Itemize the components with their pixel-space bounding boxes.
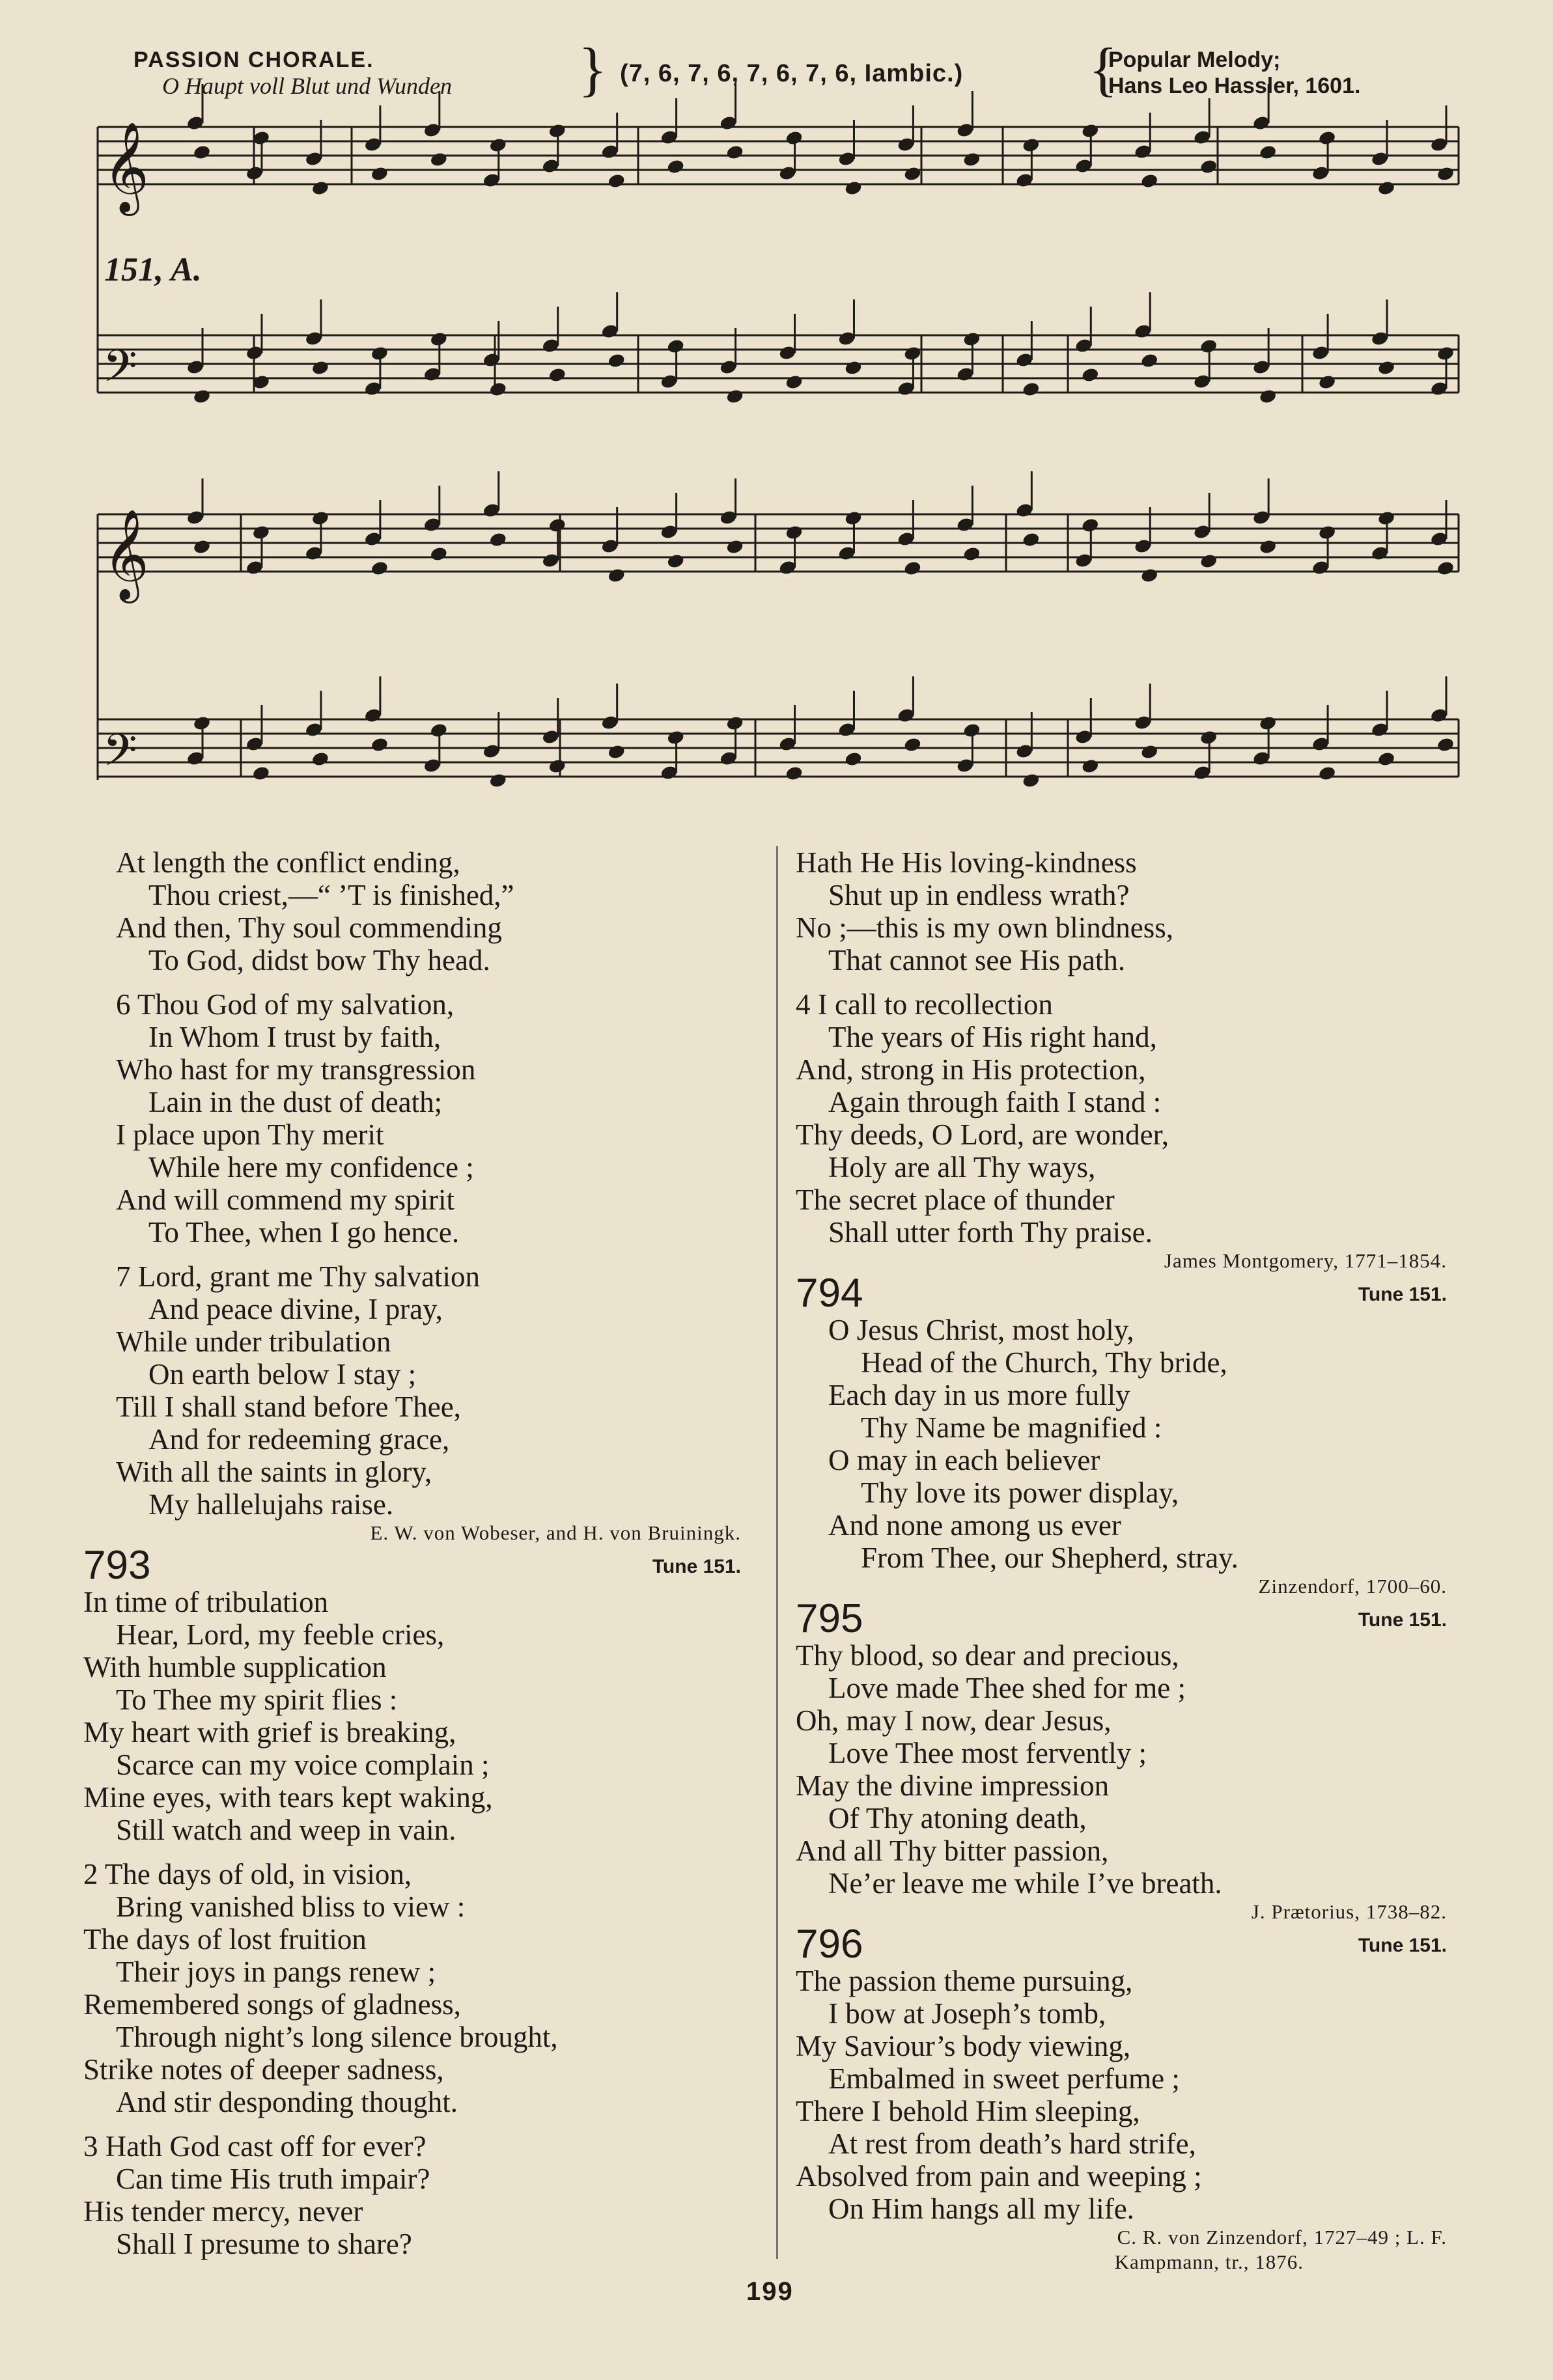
verse-line: Hath He His loving-kindness — [796, 846, 1137, 879]
verse-line: Thy blood, so dear and precious, — [796, 1639, 1179, 1672]
verse-line: 4 I call to recollection — [796, 988, 1053, 1021]
verse-line: Head of the Church, Thy bride, — [861, 1346, 1227, 1379]
verse-line: Thy deeds, O Lord, are wonder, — [796, 1118, 1169, 1151]
verse-line: Shut up in endless wrath? — [828, 879, 1130, 911]
verse-line: Of Thy atoning death, — [828, 1802, 1087, 1834]
note-head — [488, 772, 507, 788]
verse-line: And will commend my spirit — [116, 1183, 455, 1216]
hymn-795-verse — [796, 1639, 1447, 1900]
verse-line: I bow at Joseph’s tomb, — [828, 1997, 1106, 2030]
verse-line: And, strong in His protection, — [796, 1053, 1146, 1086]
verse-line: I place upon Thy merit — [116, 1118, 384, 1151]
note-head — [962, 546, 981, 562]
note-head — [607, 567, 626, 583]
note-head — [785, 374, 804, 390]
author-credit: Kampmann, tr., 1876. — [1114, 2250, 1304, 2273]
verse-line: Love Thee most fervently ; — [828, 1737, 1147, 1769]
note-head — [1377, 359, 1396, 376]
note-head — [1436, 165, 1455, 182]
verse-line: To Thee, when I go hence. — [148, 1216, 460, 1249]
tune-reference: Tune 151. — [1358, 1609, 1447, 1631]
verse-line: Scarce can my voice complain ; — [116, 1749, 490, 1781]
verse-line: Each day in us more fully — [828, 1379, 1130, 1411]
verse-line: No ;—this is my own blindness, — [796, 911, 1174, 944]
note-head — [429, 151, 448, 167]
note-head — [725, 388, 744, 404]
verse-line: Their joys in pangs renew ; — [116, 1956, 436, 1988]
tune-reference: Tune 151. — [1358, 1284, 1447, 1305]
note-head — [903, 165, 922, 182]
verse-line: That cannot see His path. — [828, 944, 1126, 976]
verse-line: In Whom I trust by faith, — [148, 1021, 441, 1053]
verse-line: Bring vanished bliss to view : — [116, 1890, 466, 1923]
verse-line: Thy Name be magnified : — [861, 1411, 1162, 1444]
hymn-793-verse-2 — [83, 1858, 741, 2118]
note-head — [193, 388, 212, 404]
column-divider — [776, 846, 778, 2259]
note-head — [548, 367, 567, 383]
note-head — [844, 751, 863, 767]
note-head — [1022, 531, 1041, 547]
verse-line: Shall utter forth Thy praise. — [828, 1216, 1153, 1249]
verse-line: Again through faith I stand : — [828, 1086, 1162, 1118]
verse-line: And for redeeming grace, — [148, 1423, 450, 1456]
author-credit: Zinzendorf, 1700–60. — [1258, 1575, 1447, 1598]
verse-line: And all Thy bitter passion, — [796, 1834, 1109, 1867]
verse-line: Who hast for my transgression — [116, 1053, 476, 1086]
verse-line: Thy love its power display, — [861, 1476, 1179, 1509]
note-head — [962, 151, 981, 167]
verse-line: 3 Hath God cast off for ever? — [83, 2130, 427, 2163]
verse-line: 7 Lord, grant me Thy salvation — [116, 1260, 481, 1293]
tune-reference: Tune 151. — [652, 1556, 741, 1577]
note-head — [1436, 736, 1455, 753]
verse-line: To God, didst bow Thy head. — [148, 944, 490, 976]
note-head — [1318, 765, 1337, 781]
verse-line: The years of His right hand, — [828, 1021, 1157, 1053]
right-column — [796, 846, 1447, 2275]
verse-line: Can time His truth impair? — [116, 2163, 430, 2195]
note-head — [371, 736, 389, 753]
verse-line: There I behold Him sleeping, — [796, 2095, 1140, 2127]
note-head — [666, 553, 685, 569]
verse-continuation — [83, 846, 741, 976]
note-head — [607, 743, 626, 760]
source-line: Hans Leo Hassler, 1601. — [1108, 74, 1361, 98]
note-head — [548, 758, 567, 774]
verse-line: Lain in the dust of death; — [148, 1086, 443, 1118]
note-head — [1140, 352, 1159, 368]
note-head — [1259, 144, 1278, 160]
verse-line: With humble supplication — [83, 1651, 387, 1683]
treble-clef-icon: 𝄞 — [103, 509, 149, 600]
verse-line: Mine eyes, with tears kept waking, — [83, 1781, 493, 1814]
author-credit: J. Prætorius, 1738–82. — [1251, 1900, 1447, 1923]
note-head — [844, 359, 863, 376]
note-head — [429, 546, 448, 562]
meter: (7, 6, 7, 6, 7, 6, 7, 6, Iambic.) — [620, 60, 964, 87]
verse-line: Ne’er leave me while I’ve breath. — [828, 1867, 1222, 1900]
verse-line: O Jesus Christ, most holy, — [828, 1314, 1134, 1346]
note-head — [1140, 743, 1159, 760]
verse-line: 6 Thou God of my salvation, — [116, 988, 455, 1021]
note-head — [903, 560, 922, 576]
note-head — [1318, 374, 1337, 390]
source-line: Popular Melody; — [1108, 48, 1281, 72]
note-head — [311, 359, 330, 376]
verse-6 — [83, 988, 741, 1249]
note-head — [1022, 381, 1041, 397]
hymn-796-verse — [796, 1965, 1447, 2225]
note-head — [844, 180, 863, 196]
left-column — [83, 846, 741, 2260]
verse-line: And stir desponding thought. — [116, 2086, 458, 2118]
verse-line: On earth below I stay ; — [148, 1358, 417, 1391]
note-head — [193, 144, 212, 160]
verse-line: While under tribulation — [116, 1325, 391, 1358]
verse-line: Strike notes of deeper sadness, — [83, 2053, 444, 2086]
verse-line: Hear, Lord, my feeble cries, — [116, 1618, 445, 1651]
verse-line: O may in each believer — [828, 1444, 1100, 1476]
hymn-795-header — [796, 1596, 1447, 1641]
note-head — [488, 381, 507, 397]
verse-line: Thou criest,—“ ’T is finished,” — [148, 879, 514, 911]
verse-line: In time of tribulation — [83, 1586, 329, 1618]
verse-line: With all the saints in glory, — [116, 1456, 432, 1488]
verse-line: 2 The days of old, in vision, — [83, 1858, 412, 1890]
hymn-793-verse-1 — [83, 1586, 741, 1846]
verse-line: At rest from death’s hard strife, — [828, 2127, 1196, 2160]
note-head — [1140, 567, 1159, 583]
verse-line: Absolved from pain and weeping ; — [796, 2160, 1202, 2193]
note-head — [607, 352, 626, 368]
verse-line: Embalmed in sweet perfume ; — [828, 2062, 1180, 2095]
hymn-number: 796 — [796, 1922, 863, 1967]
note-head — [1081, 758, 1100, 774]
bass-clef-icon: 𝄢 — [103, 341, 137, 403]
verse-line: And then, Thy soul commending — [116, 911, 502, 944]
verse-line: His tender mercy, never — [83, 2195, 363, 2228]
note-head — [1436, 560, 1455, 576]
hymn-794-verse — [796, 1314, 1447, 1574]
note-head — [1140, 173, 1159, 189]
verse-line: Oh, may I now, dear Jesus, — [796, 1704, 1112, 1737]
note-head — [488, 531, 507, 547]
author-credit: James Montgomery, 1771–1854. — [1164, 1249, 1447, 1272]
verse-3-continued — [796, 846, 1447, 976]
hymn-number: 794 — [796, 1271, 863, 1316]
verse-line: Through night’s long silence brought, — [116, 2021, 558, 2053]
author-credit: E. W. von Wobeser, and H. von Bruiningk. — [370, 1521, 741, 1544]
hymn-796-header — [796, 1924, 1447, 1965]
note-head — [371, 165, 389, 182]
verse-line: May the divine impression — [796, 1769, 1110, 1802]
note-head — [1259, 388, 1278, 404]
hymn-794-header — [796, 1273, 1447, 1314]
verse-line: From Thee, our Shepherd, stray. — [861, 1542, 1238, 1574]
tune-name: PASSION CHORALE. — [133, 48, 374, 72]
verse-line: And peace divine, I pray, — [148, 1293, 443, 1325]
page-number: 199 — [746, 2277, 794, 2306]
note-head — [1199, 553, 1218, 569]
verse-line: The passion theme pursuing, — [796, 1965, 1133, 1997]
verse-line: To Thee my spirit flies : — [116, 1683, 398, 1716]
verse-line: And none among us ever — [828, 1509, 1121, 1542]
note-head — [252, 765, 271, 781]
note-head — [371, 560, 389, 576]
note-head — [1081, 367, 1100, 383]
tune-subtitle: O Haupt voll Blut und Wunden — [162, 73, 452, 99]
note-head — [311, 751, 330, 767]
brace-icon: } — [578, 36, 608, 102]
treble-clef-icon: 𝄞 — [103, 122, 149, 212]
hymn-number: 793 — [83, 1543, 151, 1588]
note-head — [1022, 772, 1041, 788]
verse-line: On Him hangs all my life. — [828, 2193, 1134, 2225]
verse-4 — [796, 988, 1447, 1249]
hymn-793-verse-3 — [83, 2130, 741, 2260]
verse-line: Still watch and weep in vain. — [116, 1814, 456, 1846]
hymn-number: 795 — [796, 1596, 863, 1641]
verse-7 — [83, 1260, 741, 1521]
note-head — [666, 158, 685, 174]
verse-line: Till I shall stand before Thee, — [116, 1391, 461, 1423]
tune-label: 151, A. — [104, 251, 202, 288]
note-head — [1259, 538, 1278, 555]
note-head — [903, 736, 922, 753]
verse-line: Shall I presume to share? — [116, 2228, 412, 2260]
note-head — [785, 765, 804, 781]
hymn-793-header — [83, 1545, 741, 1586]
verse-line: The secret place of thunder — [796, 1183, 1115, 1216]
note-head — [1377, 180, 1396, 196]
verse-line: My heart with grief is breaking, — [83, 1716, 456, 1749]
verse-line: My hallelujahs raise. — [148, 1488, 394, 1521]
verse-line: While here my confidence ; — [148, 1151, 474, 1183]
verse-line: Love made Thee shed for me ; — [828, 1672, 1186, 1704]
note-head — [607, 173, 626, 189]
tune-reference: Tune 151. — [1358, 1935, 1447, 1956]
bass-clef-icon: 𝄢 — [103, 725, 137, 787]
verse-line: At length the conflict ending, — [116, 846, 460, 879]
author-credit: C. R. von Zinzendorf, 1727–49 ; L. F. — [1117, 2226, 1447, 2249]
brace-icon: { — [1089, 36, 1118, 102]
note-head — [1199, 158, 1218, 174]
verse-line: My Saviour’s body viewing, — [796, 2030, 1131, 2062]
note-head — [725, 538, 744, 555]
verse-line: Remembered songs of gladness, — [83, 1988, 461, 2021]
verse-line: Holy are all Thy ways, — [828, 1151, 1096, 1183]
note-head — [193, 538, 212, 555]
note-head — [311, 180, 330, 196]
note-head — [725, 144, 744, 160]
music-score — [0, 0, 1553, 846]
verse-line: The days of lost fruition — [83, 1923, 367, 1956]
note-head — [1377, 751, 1396, 767]
